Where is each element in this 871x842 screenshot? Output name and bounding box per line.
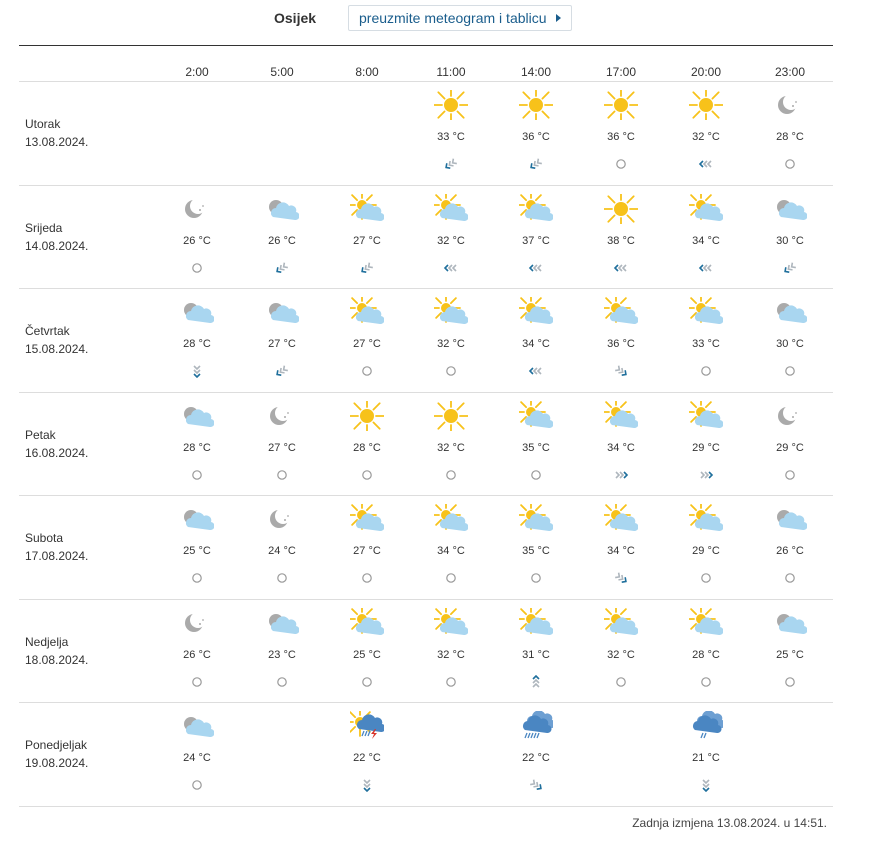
sun-cloud-icon bbox=[519, 194, 553, 224]
forecast-cell bbox=[332, 496, 402, 599]
calm-icon bbox=[441, 468, 461, 482]
calm-icon bbox=[272, 468, 292, 482]
forecast-cell bbox=[586, 82, 656, 185]
wind-s-icon bbox=[187, 364, 207, 378]
calm-icon bbox=[780, 157, 800, 171]
forecast-cell bbox=[247, 289, 317, 392]
moon-cloud-icon bbox=[773, 504, 807, 534]
calm-icon bbox=[441, 571, 461, 585]
moon-cloud-icon bbox=[265, 297, 299, 327]
forecast-cell bbox=[332, 703, 402, 806]
forecast-cell bbox=[586, 496, 656, 599]
sun-cloud-icon bbox=[604, 608, 638, 638]
temperature: 28 °C bbox=[353, 442, 381, 454]
temperature: 34 °C bbox=[522, 338, 550, 350]
forecast-cell bbox=[247, 186, 317, 288]
temperature: 27 °C bbox=[353, 338, 381, 350]
hour-label: 2:00 bbox=[185, 65, 209, 79]
calm-icon bbox=[780, 364, 800, 378]
calm-icon bbox=[187, 571, 207, 585]
wind-w-icon bbox=[441, 261, 461, 275]
temperature: 33 °C bbox=[692, 338, 720, 350]
temperature: 28 °C bbox=[776, 131, 804, 143]
temperature: 34 °C bbox=[437, 545, 465, 557]
calm-icon bbox=[272, 675, 292, 689]
forecast-table bbox=[19, 45, 833, 807]
day-name: Ponedjeljak bbox=[25, 738, 88, 752]
wind-s-icon bbox=[357, 778, 377, 792]
temperature: 29 °C bbox=[776, 442, 804, 454]
moon-icon bbox=[180, 194, 214, 224]
temperature: 22 °C bbox=[522, 752, 550, 764]
wind-sw-icon bbox=[272, 261, 292, 275]
sun-cloud-icon bbox=[689, 401, 723, 431]
sun-icon bbox=[434, 401, 468, 431]
temperature: 24 °C bbox=[268, 545, 296, 557]
sun-cloud-icon bbox=[519, 297, 553, 327]
day-date: 14.08.2024. bbox=[25, 238, 89, 253]
calm-icon bbox=[611, 675, 631, 689]
header bbox=[0, 4, 871, 32]
sun-cloud-icon bbox=[519, 401, 553, 431]
temperature: 35 °C bbox=[522, 545, 550, 557]
calm-icon bbox=[357, 364, 377, 378]
hour-label: 17:00 bbox=[605, 65, 637, 79]
calm-icon bbox=[696, 675, 716, 689]
forecast-cell bbox=[416, 82, 486, 185]
calm-icon bbox=[696, 364, 716, 378]
forecast-cell bbox=[671, 289, 741, 392]
day-row bbox=[19, 703, 833, 807]
sun-icon bbox=[519, 90, 553, 120]
wind-sw-icon bbox=[780, 261, 800, 275]
temperature: 30 °C bbox=[776, 338, 804, 350]
calm-icon bbox=[526, 468, 546, 482]
forecast-cell bbox=[755, 496, 825, 599]
moon-icon bbox=[773, 90, 807, 120]
hour-label: 5:00 bbox=[270, 65, 294, 79]
forecast-cell bbox=[501, 289, 571, 392]
sun-icon bbox=[604, 194, 638, 224]
forecast-cell bbox=[162, 496, 232, 599]
day-name: Subota bbox=[25, 531, 64, 545]
temperature: 25 °C bbox=[183, 545, 211, 557]
forecast-cell bbox=[416, 186, 486, 288]
sun-cloud-icon bbox=[350, 297, 384, 327]
sun-cloud-icon bbox=[434, 504, 468, 534]
sun-cloud-icon bbox=[604, 297, 638, 327]
calm-icon bbox=[780, 571, 800, 585]
wind-sw-icon bbox=[272, 364, 292, 378]
forecast-cell bbox=[586, 600, 656, 702]
day-name: Nedjelja bbox=[25, 634, 69, 649]
sun-cloud-icon bbox=[350, 194, 384, 224]
forecast-cell bbox=[671, 82, 741, 185]
forecast-cell bbox=[671, 496, 741, 599]
day-label bbox=[25, 322, 88, 358]
temperature: 29 °C bbox=[692, 442, 720, 454]
calm-icon bbox=[357, 468, 377, 482]
sun-icon bbox=[350, 401, 384, 431]
sun-cloud-icon bbox=[434, 608, 468, 638]
hour-label: 11:00 bbox=[436, 65, 466, 79]
wind-se-icon bbox=[526, 778, 546, 792]
sun-thunderstorm-icon bbox=[350, 711, 384, 741]
temperature: 28 °C bbox=[692, 649, 720, 661]
day-label bbox=[25, 115, 88, 151]
wind-w-icon bbox=[526, 261, 546, 275]
moon-icon bbox=[265, 401, 299, 431]
sun-cloud-icon bbox=[434, 194, 468, 224]
hour-label: 14:00 bbox=[520, 65, 552, 79]
forecast-cell bbox=[755, 393, 825, 495]
last-updated-text: Zadnja izmjena 13.08.2024. u 14:51. bbox=[632, 816, 827, 830]
sun-cloud-icon bbox=[689, 504, 723, 534]
wind-e-icon bbox=[611, 468, 631, 482]
rain-cloud-icon bbox=[689, 711, 723, 741]
temperature: 34 °C bbox=[692, 235, 720, 247]
wind-sw-icon bbox=[441, 157, 461, 171]
forecast-cell bbox=[162, 393, 232, 495]
temperature: 27 °C bbox=[268, 442, 296, 454]
wind-se-icon bbox=[611, 571, 631, 585]
day-date: 15.08.2024. bbox=[25, 342, 89, 356]
heavy-rain-icon bbox=[519, 711, 553, 741]
wind-se-icon bbox=[611, 364, 631, 378]
temperature: 29 °C bbox=[692, 545, 720, 557]
day-label bbox=[25, 426, 88, 462]
sun-icon bbox=[689, 90, 723, 120]
moon-icon bbox=[265, 504, 299, 534]
forecast-cell bbox=[162, 600, 232, 702]
temperature: 26 °C bbox=[776, 545, 804, 557]
day-label bbox=[25, 736, 88, 772]
forecast-cell bbox=[416, 289, 486, 392]
temperature: 33 °C bbox=[437, 131, 465, 143]
forecast-cell bbox=[501, 393, 571, 495]
day-name: Četvrtak bbox=[25, 324, 70, 338]
temperature: 36 °C bbox=[607, 131, 635, 143]
forecast-cell bbox=[755, 82, 825, 185]
day-date: 17.08.2024. bbox=[25, 549, 89, 563]
forecast-cell bbox=[586, 186, 656, 288]
day-date: 19.08.2024. bbox=[25, 756, 89, 770]
forecast-cell bbox=[162, 289, 232, 392]
wind-w-icon bbox=[696, 261, 716, 275]
forecast-cell bbox=[671, 703, 741, 806]
moon-cloud-icon bbox=[180, 504, 214, 534]
forecast-cell bbox=[501, 703, 571, 806]
forecast-cell bbox=[501, 600, 571, 702]
temperature: 22 °C bbox=[353, 752, 381, 764]
temperature: 27 °C bbox=[353, 545, 381, 557]
forecast-cell bbox=[332, 186, 402, 288]
day-name: Petak bbox=[25, 427, 56, 442]
day-row bbox=[19, 289, 833, 393]
moon-icon bbox=[180, 608, 214, 638]
moon-cloud-icon bbox=[773, 194, 807, 224]
forecast-cell bbox=[755, 289, 825, 392]
day-label bbox=[25, 633, 88, 669]
download-meteogram-button[interactable] bbox=[348, 5, 572, 31]
city-name: Osijek bbox=[274, 10, 317, 26]
forecast-cell bbox=[332, 393, 402, 495]
hour-label: 23:00 bbox=[774, 65, 806, 79]
day-row bbox=[19, 186, 833, 289]
temperature: 32 °C bbox=[692, 131, 720, 143]
calm-icon bbox=[441, 675, 461, 689]
temperature: 26 °C bbox=[183, 235, 211, 247]
temperature: 32 °C bbox=[437, 338, 465, 350]
temperature: 32 °C bbox=[607, 649, 635, 661]
temperature: 34 °C bbox=[607, 545, 635, 557]
calm-icon bbox=[187, 261, 207, 275]
triangle-right-icon bbox=[556, 14, 561, 22]
forecast-cell bbox=[416, 496, 486, 599]
wind-sw-icon bbox=[526, 157, 546, 171]
forecast-cell bbox=[755, 600, 825, 702]
wind-s-icon bbox=[696, 778, 716, 792]
wind-sw-icon bbox=[357, 261, 377, 275]
hour-label: 8:00 bbox=[355, 65, 379, 79]
temperature: 32 °C bbox=[437, 442, 465, 454]
day-label bbox=[25, 219, 88, 255]
calm-icon bbox=[441, 364, 461, 378]
calm-icon bbox=[187, 778, 207, 792]
temperature: 24 °C bbox=[183, 752, 211, 764]
forecast-cell bbox=[332, 600, 402, 702]
forecast-cell bbox=[671, 393, 741, 495]
temperature: 21 °C bbox=[692, 752, 720, 764]
sun-cloud-icon bbox=[689, 297, 723, 327]
forecast-cell bbox=[247, 600, 317, 702]
calm-icon bbox=[272, 571, 292, 585]
day-label bbox=[25, 529, 88, 565]
temperature: 27 °C bbox=[268, 338, 296, 350]
forecast-cell bbox=[501, 82, 571, 185]
calm-icon bbox=[187, 675, 207, 689]
moon-cloud-icon bbox=[773, 608, 807, 638]
temperature: 23 °C bbox=[268, 649, 296, 661]
sun-cloud-icon bbox=[434, 297, 468, 327]
temperature: 27 °C bbox=[353, 235, 381, 247]
temperature: 30 °C bbox=[776, 235, 804, 247]
forecast-cell bbox=[755, 186, 825, 288]
day-name: Utorak bbox=[25, 117, 61, 131]
calm-icon bbox=[357, 675, 377, 689]
calm-icon bbox=[611, 157, 631, 171]
forecast-cell bbox=[416, 393, 486, 495]
sun-icon bbox=[604, 90, 638, 120]
temperature: 31 °C bbox=[522, 649, 550, 661]
forecast-cell bbox=[501, 496, 571, 599]
temperature: 25 °C bbox=[353, 649, 381, 661]
forecast-cell bbox=[162, 703, 232, 806]
day-row bbox=[19, 496, 833, 600]
moon-cloud-icon bbox=[265, 608, 299, 638]
day-date: 13.08.2024. bbox=[25, 135, 89, 149]
calm-icon bbox=[696, 571, 716, 585]
calm-icon bbox=[187, 468, 207, 482]
sun-icon bbox=[434, 90, 468, 120]
wind-n-icon bbox=[526, 675, 546, 689]
calm-icon bbox=[526, 571, 546, 585]
moon-cloud-icon bbox=[180, 297, 214, 327]
sun-cloud-icon bbox=[604, 504, 638, 534]
moon-icon bbox=[773, 401, 807, 431]
hours-row bbox=[19, 46, 833, 82]
temperature: 35 °C bbox=[522, 442, 550, 454]
sun-cloud-icon bbox=[350, 504, 384, 534]
temperature: 38 °C bbox=[607, 235, 635, 247]
sun-cloud-icon bbox=[689, 608, 723, 638]
moon-cloud-icon bbox=[180, 711, 214, 741]
forecast-cell bbox=[247, 393, 317, 495]
forecast-cell bbox=[586, 289, 656, 392]
calm-icon bbox=[357, 571, 377, 585]
day-row bbox=[19, 82, 833, 186]
hour-label: 20:00 bbox=[690, 65, 722, 79]
temperature: 36 °C bbox=[522, 131, 550, 143]
forecast-cell bbox=[162, 186, 232, 288]
temperature: 37 °C bbox=[522, 235, 550, 247]
sun-cloud-icon bbox=[350, 608, 384, 638]
moon-cloud-icon bbox=[265, 194, 299, 224]
day-row bbox=[19, 600, 833, 703]
temperature: 25 °C bbox=[776, 649, 804, 661]
moon-cloud-icon bbox=[180, 401, 214, 431]
calm-icon bbox=[780, 675, 800, 689]
wind-e-icon bbox=[696, 468, 716, 482]
day-name: Srijeda bbox=[25, 220, 63, 235]
forecast-cell bbox=[247, 496, 317, 599]
temperature: 26 °C bbox=[183, 649, 211, 661]
moon-cloud-icon bbox=[773, 297, 807, 327]
temperature: 32 °C bbox=[437, 649, 465, 661]
temperature: 34 °C bbox=[607, 442, 635, 454]
temperature: 32 °C bbox=[437, 235, 465, 247]
calm-icon bbox=[780, 468, 800, 482]
day-row bbox=[19, 393, 833, 496]
forecast-cell bbox=[671, 186, 741, 288]
wind-w-icon bbox=[611, 261, 631, 275]
forecast-cell bbox=[332, 289, 402, 392]
temperature: 28 °C bbox=[183, 338, 211, 350]
forecast-cell bbox=[671, 600, 741, 702]
day-date: 16.08.2024. bbox=[25, 445, 89, 460]
day-date: 18.08.2024. bbox=[25, 652, 89, 667]
wind-w-icon bbox=[696, 157, 716, 171]
forecast-cell bbox=[501, 186, 571, 288]
sun-cloud-icon bbox=[604, 401, 638, 431]
temperature: 26 °C bbox=[268, 235, 296, 247]
forecast-cell bbox=[586, 393, 656, 495]
wind-w-icon bbox=[526, 364, 546, 378]
sun-cloud-icon bbox=[519, 608, 553, 638]
forecast-cell bbox=[416, 600, 486, 702]
sun-cloud-icon bbox=[519, 504, 553, 534]
sun-cloud-icon bbox=[689, 194, 723, 224]
download-label: preuzmite meteogram i tablicu bbox=[359, 10, 547, 26]
temperature: 36 °C bbox=[607, 338, 635, 350]
temperature: 28 °C bbox=[183, 442, 211, 454]
